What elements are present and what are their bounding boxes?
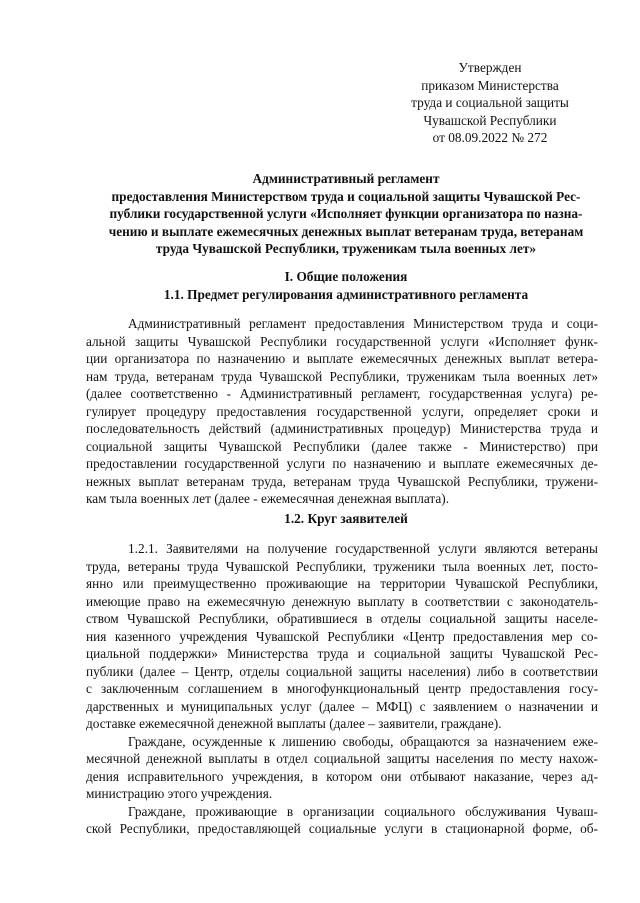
paragraph-line: ния казенного учреждения Чувашской Республики «Центр предоставления мер со- [86, 628, 598, 644]
paragraph-line: янно или преимущественно проживающие на территории Чувашской Республики, [86, 576, 598, 591]
paragraph-line: 1.2.1. Заявителями на получение государственной услуги являются ветераны [128, 541, 598, 556]
paragraph-line: предоставлении государственной услуги по назначению и выплате ежемесячных де- [86, 456, 598, 471]
section-heading: I. Общие положения [284, 269, 408, 284]
paragraph-applicants [86, 540, 598, 838]
paragraph-line: Административный регламент предоставления Министерством труда и соци- [128, 316, 598, 331]
paragraph-line: Граждане, осужденные к лишению свободы, обращаются за назначением еже- [128, 733, 598, 749]
paragraph-line: доставке ежемесячной денежной выплаты (далее – заявители, граждане). [86, 716, 502, 731]
paragraph-line: альной защиты Чувашской Республики государственной услуги «Исполняет функ- [86, 333, 598, 349]
paragraph-line: дарственных и муниципальных услуг (далее – МФЦ) с заявлением о назначении и [86, 698, 598, 714]
title-line: публики государственной услуги «Исполняет функции организатора по назна- [109, 206, 583, 221]
paragraph-line: циальной поддержки» Министерства труда и социальной защиты Чувашской Рес- [86, 646, 598, 661]
paragraph-line: нежных выплат ветеранам труда, ветеранам труда Чувашской Республики, тружени- [86, 473, 598, 489]
document-title [86, 170, 606, 258]
paragraph-line: последовательность действий (административных процедур) Министерства труда и [86, 421, 598, 436]
approval-line: приказом Министерства [421, 77, 559, 93]
approval-line: Утвержден [458, 60, 522, 75]
paragraph-line: ством Чувашской Республики, обратившиеся в отделы социальной защиты населе- [86, 611, 598, 626]
paragraph-line: с заключенным соглашением в многофункциональный центр предоставления госу- [86, 681, 598, 696]
paragraph-line: министрацию этого учреждения. [86, 786, 273, 801]
paragraph-line: дения исправительного учреждения, в котором они отбывают наказание, через ад- [86, 768, 598, 784]
subsection-heading: 1.1. Предмет регулирования административного регламента [163, 286, 529, 302]
paragraph-line: Граждане, проживающие в организации социального обслуживания Чуваш- [128, 803, 598, 819]
paragraph-line: нам труда, ветеранам труда Чувашской Республики, труженикам тыла военных лет» [86, 368, 598, 384]
subsection-heading-applicants: 1.2. Круг заявителей [284, 511, 408, 526]
title-line: предоставления Министерством труда и социальной защиты Чувашской Рес- [111, 188, 581, 204]
approval-line: Чувашской Республики [423, 112, 557, 128]
title-line: чению и выплате ежемесячных денежных выплат ветеранам труда, ветеранам [108, 223, 584, 239]
paragraph-line: кам тыла военных лет (далее - ежемесячная денежная выплата). [86, 491, 450, 506]
paragraph-line: ской Республики, предоставляющей социальные услуги в стационарной форме, об- [86, 821, 598, 836]
approval-line: труда и социальной защиты [411, 95, 569, 110]
paragraph-line: гулирует процедуру предоставления государственной услуги, определяет сроки и [86, 403, 598, 419]
title-line: труда Чувашской Республики, труженикам тыла военных лет» [155, 241, 537, 256]
approval-date-line: от 08.09.2022 № 272 [432, 130, 548, 145]
paragraph-line: публики (далее – Центр, отделы социальной защиты населения) либо в соответствии [86, 663, 598, 679]
paragraph-line: месячной денежной выплаты в отдел социальной защиты населения по месту нахож- [86, 751, 598, 766]
title-line: Административный регламент [252, 171, 440, 186]
paragraph-line: имеющие право на ежемесячную денежную выплату в соответствии с законодатель- [86, 593, 598, 609]
approval-stamp [400, 59, 580, 147]
paragraph-line: ции организатора по назначению и выплате ежемесячных денежных выплат ветера- [86, 351, 598, 366]
paragraph-line: социальной защиты Чувашской Республики (далее также - Министерство) при [86, 438, 598, 454]
paragraph-line: (далее соответственно - Административный регламент, государственная услуга) ре- [86, 386, 598, 401]
paragraph-line: труда, ветераны труда Чувашской Республики, труженики тыла военных лет, посто- [86, 558, 598, 574]
paragraph-subject [86, 315, 598, 508]
